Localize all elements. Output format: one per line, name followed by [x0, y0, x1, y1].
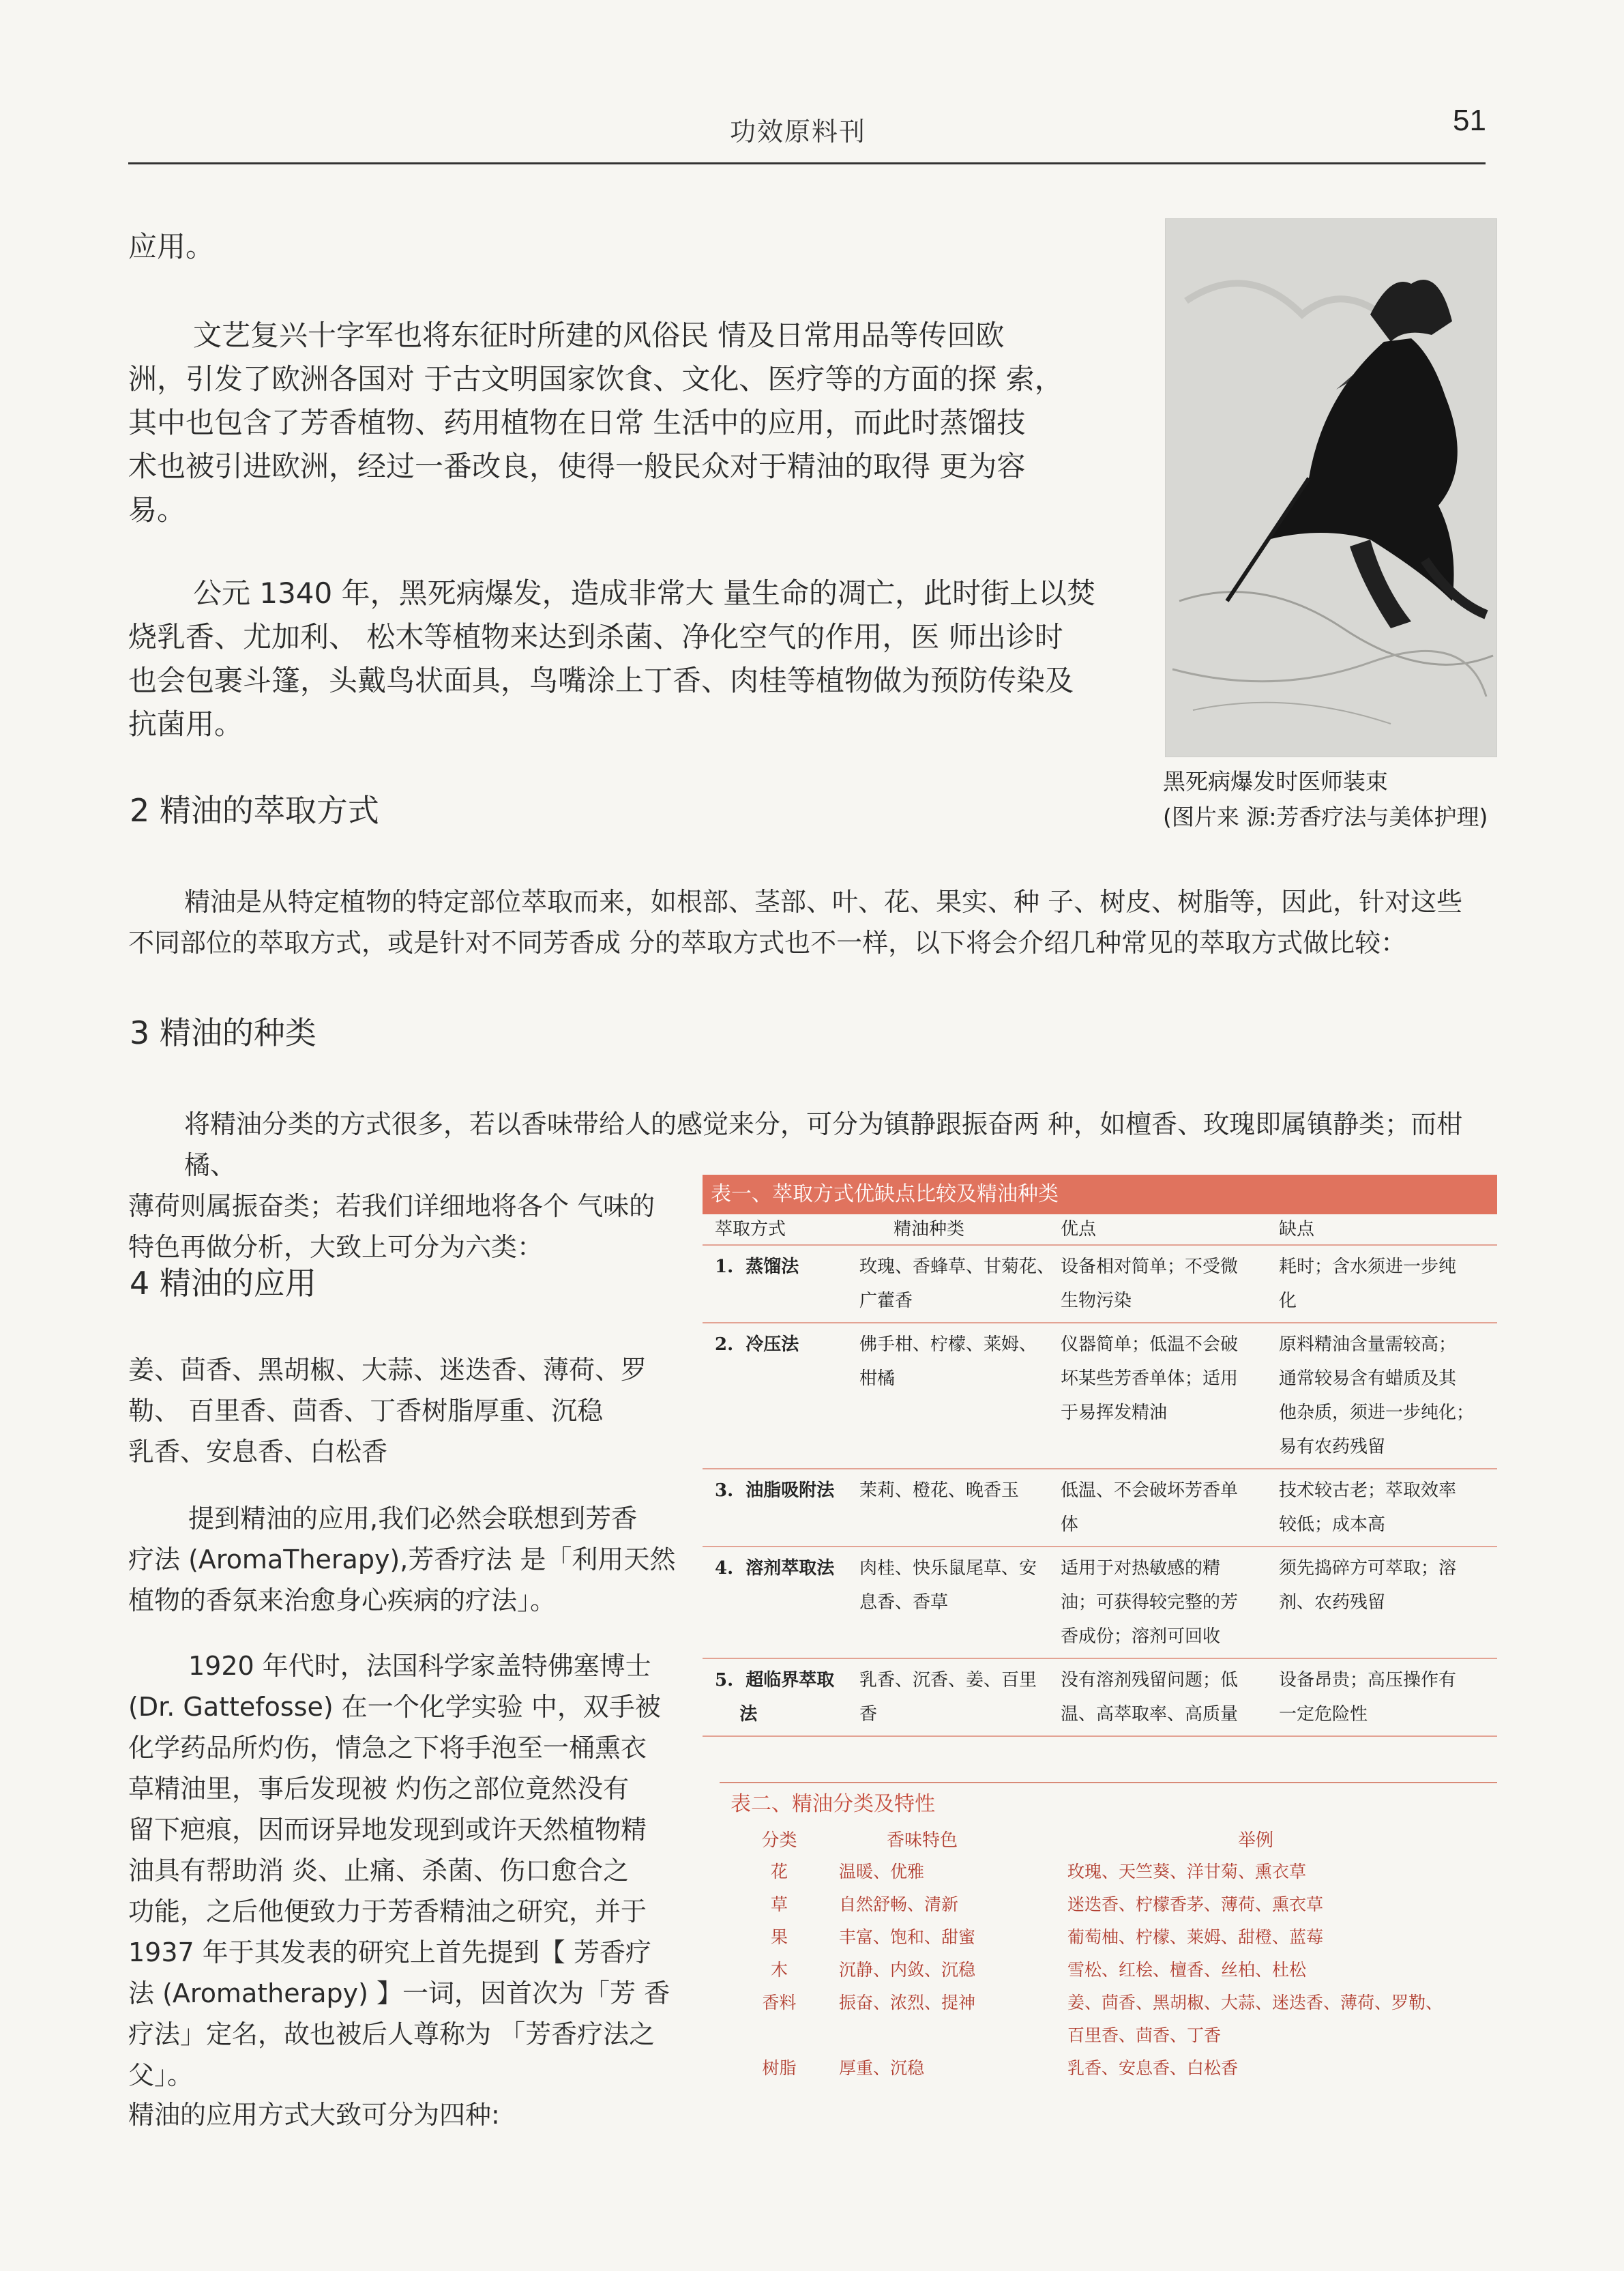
- category-cell: 香料: [762, 1993, 797, 2012]
- table2-row: [720, 1987, 1497, 2052]
- caption-source: (图片来 源:芳香疗法与美体护理): [1163, 804, 1488, 830]
- aromatherapy-paragraph: [128, 1498, 694, 1621]
- category-cell: 木: [770, 1960, 788, 1980]
- aroma-cell: 丰富、饱和、甜蜜: [839, 1927, 976, 1947]
- cell-line: 雪松、红桧、檀香、丝柏、杜松: [1067, 1960, 1307, 1980]
- text-line: 疗法」定名，故也被后人尊称为 「芳香疗法之: [128, 2019, 655, 2049]
- oil-classification-table: [720, 1782, 1497, 2085]
- examples-cell: [1067, 2052, 1490, 2085]
- cell-line: 油；可获得较完整的芳: [1061, 1592, 1239, 1613]
- cell-line: 易有农药残留: [1279, 1437, 1386, 1457]
- section-3-heading: 3 精油的种类: [130, 1014, 316, 1051]
- text-line: 抗菌用。: [128, 707, 243, 741]
- oil-types-cell: [859, 1663, 1061, 1731]
- table2-row: [720, 1954, 1497, 1987]
- oil-types-cell: [859, 1551, 1061, 1654]
- caption-title: 黑死病爆发时医师装束: [1163, 768, 1388, 795]
- plague-doctor-illustration: [1165, 218, 1497, 757]
- cell-line: 设备昂贵；高压操作有: [1279, 1670, 1457, 1690]
- category-cell: 果: [770, 1927, 788, 1947]
- text-line: 烧乳香、尤加利、 松木等植物来达到杀菌、净化空气的作用，医 师出诊时: [128, 620, 1063, 654]
- cell-line: 香成份；溶剂可回收: [1061, 1626, 1221, 1647]
- category-cell: 树脂: [762, 2058, 797, 2078]
- journal-title: 功效原料刊: [730, 117, 867, 147]
- header-rule: [128, 162, 1486, 164]
- figure-caption: [1163, 764, 1488, 835]
- disadvantages-cell: [1279, 1328, 1497, 1464]
- examples-cell: [1067, 1888, 1490, 1921]
- method-cell: [703, 1474, 859, 1542]
- header-cell: 分类: [761, 1830, 797, 1851]
- cell-line: 1. 蒸馏法: [715, 1257, 799, 1277]
- gattefosse-paragraph: [128, 1645, 694, 2096]
- header-cell: 萃取方式: [715, 1219, 786, 1240]
- table1-row: [703, 1546, 1497, 1658]
- cell-line: 低温、不会破坏芳香单: [1061, 1480, 1239, 1501]
- cell-line: 温、高萃取率、高质量: [1061, 1704, 1239, 1725]
- text-line: 父」。: [128, 2060, 194, 2090]
- intro-block: [128, 225, 1138, 269]
- table1-row: [703, 1658, 1497, 1735]
- text-line: (Dr. Gattefosse) 在一个化学实验 中，双手被: [128, 1692, 661, 1722]
- cell-line: 香: [859, 1704, 878, 1725]
- text-line: 术也被引进欧洲，经过一番改良，使得一般民众对于精油的取得 更为容: [128, 450, 1026, 483]
- section-4-heading: 4 精油的应用: [130, 1265, 316, 1302]
- cell-line: 适用于对热敏感的精: [1061, 1558, 1221, 1579]
- table2-row: [720, 1856, 1497, 1888]
- table1-header-row: [703, 1214, 1497, 1244]
- table2-row: [720, 1888, 1497, 1921]
- aroma-cell: 厚重、沉稳: [839, 2058, 925, 2078]
- table1-body: [703, 1244, 1497, 1735]
- cell-line: 葡萄柚、柠檬、莱姆、甜橙、蓝莓: [1067, 1927, 1324, 1947]
- text-line: 留下疤痕，因而讶异地发现到或许天然植物精: [128, 1815, 647, 1845]
- oil-types-cell: [859, 1328, 1061, 1464]
- table1-title: 表一、萃取方式优缺点比较及精油种类: [703, 1175, 1497, 1214]
- text-line: 提到精油的应用,我们必然会联想到芳香: [188, 1504, 638, 1534]
- text-line: 法 (Aromatherapy) 】一词，因首次为「芳 香: [128, 1978, 670, 2008]
- plague-doctor-drawing: [1166, 219, 1496, 757]
- text-line: 功能，之后他便致力于芳香精油之研究，并于: [128, 1896, 647, 1926]
- text-line: 特色再做分析，大致上可分为六类：: [128, 1232, 544, 1262]
- cell-line: 迷迭香、柠檬香茅、薄荷、熏衣草: [1067, 1894, 1324, 1914]
- advantages-cell: [1061, 1474, 1279, 1542]
- text-line: 不同部位的萃取方式，或是针对不同芳香成 分的萃取方式也不一样，以下将会介绍几种常见的萃取方式做比较：: [128, 928, 1407, 958]
- table2-row: [720, 2052, 1497, 2085]
- text-line: 1920 年代时，法国科学家盖特佛塞博士: [188, 1651, 651, 1681]
- intro-line: 应用。: [128, 230, 215, 263]
- cell-line: 息香、香草: [859, 1592, 949, 1613]
- oil-types-cell: [859, 1250, 1061, 1318]
- advantages-cell: [1061, 1663, 1279, 1731]
- text-line: 洲，引发了欧洲各国对 于古文明国家饮食、文化、医疗等的方面的探 索，: [128, 362, 1063, 396]
- text-line: 易。: [128, 493, 186, 527]
- section-2-text: [128, 881, 1499, 963]
- plague-paragraph: [128, 572, 1145, 746]
- method-cell: [703, 1250, 859, 1318]
- table2-row: [720, 1921, 1497, 1954]
- category-cell: 花: [770, 1862, 788, 1881]
- cell-line: 一定危险性: [1279, 1704, 1368, 1725]
- disadvantages-cell: [1279, 1663, 1497, 1731]
- header-cell: 缺点: [1279, 1219, 1315, 1240]
- cell-line: 肉桂、快乐鼠尾草、安: [859, 1558, 1037, 1579]
- text-line: 勒、 百里香、茴香、丁香树脂厚重、沉稳: [128, 1396, 604, 1426]
- aroma-cell: 自然舒畅、清新: [839, 1894, 959, 1914]
- cell-line: 法: [715, 1704, 758, 1725]
- method-cell: [703, 1551, 859, 1654]
- table2-body: [720, 1856, 1497, 2085]
- application-methods-line: 精油的应用方式大致可分为四种:: [128, 2100, 500, 2130]
- text-line: 疗法 (AromaTherapy),芳香疗法 是「利用天然: [128, 1544, 676, 1574]
- text-line: 将精油分类的方式很多，若以香味带给人的感觉来分，可分为镇静跟振奋两 种，如檀香、玫瑰即属镇静类；而柑橘、: [184, 1109, 1463, 1180]
- text-line: 乳香、安息香、白松香: [128, 1437, 388, 1467]
- cell-line: 于易挥发精油: [1061, 1403, 1168, 1423]
- text-line: 化学药品所灼伤，情急之下将手泡至一桶熏衣: [128, 1733, 647, 1763]
- cell-line: 化: [1279, 1291, 1297, 1311]
- text-line: 公元 1340 年，黑死病爆发，造成非常大 量生命的凋亡，此时街上以焚: [193, 576, 1095, 610]
- advantages-cell: [1061, 1551, 1279, 1654]
- text-line: 姜、茴香、黑胡椒、大蒜、迷迭香、薄荷、罗: [128, 1355, 647, 1385]
- header-cell: 举例: [1238, 1830, 1274, 1851]
- cell-line: 4. 溶剂萃取法: [715, 1558, 835, 1579]
- table1-row: [703, 1322, 1497, 1468]
- disadvantages-cell: [1279, 1250, 1497, 1318]
- cell-line: 较低；成本高: [1279, 1514, 1386, 1535]
- cell-line: 体: [1061, 1514, 1079, 1535]
- header-cell: 精油种类: [894, 1219, 965, 1240]
- method-cell: [703, 1663, 859, 1731]
- cell-line: 技术较古老；萃取效率: [1279, 1480, 1457, 1501]
- cell-line: 玫瑰、香蜂草、甘菊花、: [859, 1257, 1055, 1277]
- cell-line: 他杂质，须进一步纯化；: [1279, 1403, 1475, 1423]
- header-cell: 优点: [1061, 1219, 1097, 1240]
- section-2-heading: 2 精油的萃取方式: [130, 792, 379, 829]
- cell-line: 仪器简单；低温不会破: [1061, 1334, 1239, 1355]
- text-line: 也会包裹斗篷，头戴鸟状面具，鸟嘴涂上丁香、肉桂等植物做为预防传染及: [128, 664, 1074, 697]
- cell-line: 乳香、沉香、姜、百里: [859, 1670, 1037, 1690]
- table2-title: 表二、精油分类及特性: [730, 1792, 935, 1816]
- text-line: 文艺复兴十字军也将东征时所建的风俗民 情及日常用品等传回欧: [193, 319, 1005, 352]
- examples-cell: [1067, 1921, 1490, 1954]
- page-number: 51: [1453, 104, 1486, 137]
- text-line: 薄荷则属振奋类；若我们详细地将各个 气味的: [128, 1191, 655, 1221]
- table1-bottom-rule: [703, 1735, 1497, 1737]
- table1-row: [703, 1468, 1497, 1546]
- disadvantages-cell: [1279, 1474, 1497, 1542]
- cell-line: 生物污染: [1061, 1291, 1132, 1311]
- text-line: 1937 年于其发表的研究上首先提到【 芳香疗: [128, 1937, 651, 1967]
- oil-types-cell: [859, 1474, 1061, 1542]
- cell-line: 设备相对简单；不受微: [1061, 1257, 1239, 1277]
- category-cell: 草: [770, 1894, 788, 1914]
- cell-line: 2. 冷压法: [715, 1334, 799, 1355]
- advantages-cell: [1061, 1328, 1279, 1464]
- text-line: 油具有帮助消 炎、止痛、杀菌、伤口愈合之: [128, 1856, 630, 1886]
- examples-cell: [1067, 1987, 1490, 2052]
- aroma-cell: 振奋、浓烈、提神: [839, 1993, 976, 2012]
- extraction-comparison-table: [703, 1175, 1497, 1737]
- aroma-cell: 温暖、优雅: [839, 1862, 925, 1881]
- cell-line: 须先捣碎方可萃取；溶: [1279, 1558, 1457, 1579]
- cell-line: 玫瑰、天竺葵、洋甘菊、熏衣草: [1067, 1862, 1307, 1881]
- renaissance-paragraph: [128, 314, 1145, 532]
- cell-line: 广藿香: [859, 1291, 913, 1311]
- examples-cell: [1067, 1856, 1490, 1888]
- header-cell: 香味特色: [887, 1830, 958, 1851]
- cell-line: 耗时；含水须进一步纯: [1279, 1257, 1457, 1277]
- text-line: 精油是从特定植物的特定部位萃取而来，如根部、茎部、叶、花、果实、种 子、树皮、树脂等，因此，针对这些: [184, 887, 1463, 917]
- cell-line: 柑橘: [859, 1368, 896, 1389]
- cell-line: 通常较易含有蜡质及其: [1279, 1368, 1457, 1389]
- cell-line: 乳香、安息香、白松香: [1067, 2058, 1239, 2078]
- cell-line: 姜、茴香、黑胡椒、大蒜、迷迭香、薄荷、罗勒、: [1067, 1993, 1443, 2012]
- cell-line: 没有溶剂残留问题；低: [1061, 1670, 1239, 1690]
- cell-line: 茉莉、橙花、晚香玉: [859, 1480, 1020, 1501]
- aroma-cell: 沉静、内敛、沉稳: [839, 1960, 976, 1980]
- disadvantages-cell: [1279, 1551, 1497, 1654]
- cell-line: 坏某些芳香单体；适用: [1061, 1368, 1239, 1389]
- table2-header-row: [720, 1826, 1497, 1856]
- cell-line: 剂、农药残留: [1279, 1592, 1386, 1613]
- text-line: 植物的香氛来治愈身心疾病的疗法」。: [128, 1585, 557, 1615]
- cell-line: 3. 油脂吸附法: [715, 1480, 835, 1501]
- table1-row: [703, 1244, 1497, 1322]
- cell-line: 百里香、茴香、丁香: [1067, 2025, 1222, 2045]
- method-cell: [703, 1328, 859, 1464]
- cell-line: 5. 超临界萃取: [715, 1670, 835, 1690]
- text-line: 其中也包含了芳香植物、药用植物在日常 生活中的应用，而此时蒸馏技: [128, 406, 1026, 439]
- spice-list-text: [128, 1349, 694, 1472]
- text-line: 草精油里，事后发现被 灼伤之部位竟然没有: [128, 1774, 630, 1804]
- examples-cell: [1067, 1954, 1490, 1987]
- advantages-cell: [1061, 1250, 1279, 1318]
- cell-line: 佛手柑、柠檬、莱姆、: [859, 1334, 1037, 1355]
- cell-line: 原料精油含量需较高；: [1279, 1334, 1457, 1355]
